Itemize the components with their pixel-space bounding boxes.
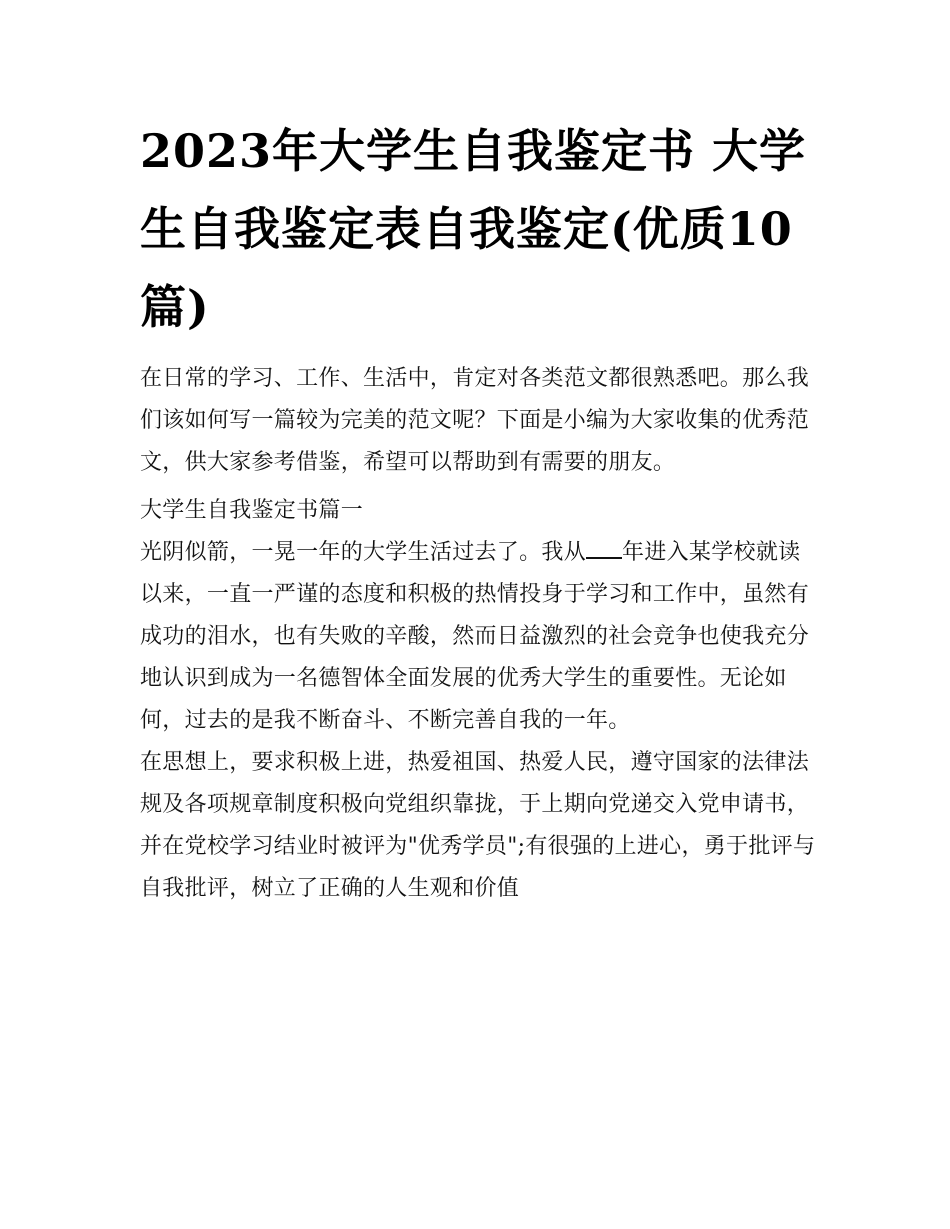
- paragraph-1-start: 光阴似箭，一晃一年的大学生活过去了。我从: [140, 540, 587, 565]
- body-paragraph-1: [140, 532, 816, 742]
- body-paragraph-2: 在思想上，要求积极上进，热爱祖国、热爱人民，遵守国家的法律法规及各项规章制度积极向党组织靠拢，于上期向党递交入党申请书，并在党校学习结业时被评为"优秀学员";有很强的上进心，勇于批评与自我批评，树立了正确的人生观和价值: [140, 750, 816, 901]
- fill-in-blank: [586, 539, 622, 559]
- document-page: [140, 112, 816, 910]
- section-heading: 大学生自我鉴定书篇一: [140, 498, 364, 523]
- intro-paragraph: 在日常的学习、工作、生活中，肯定对各类范文都很熟悉吧。那么我们该如何写一篇较为完美的范文呢？下面是小编为大家收集的优秀范文，供大家参考借鉴，希望可以帮助到有需要的朋友。: [140, 366, 810, 475]
- document-title: 2023年大学生自我鉴定书 大学生自我鉴定表自我鉴定(优质10篇): [140, 124, 807, 334]
- paragraph-1-rest: 年进入某学校就读以来，一直一严谨的态度和积极的热情投身于学习和工作中，虽然有成功的泪水，也有失败的辛酸，然而日益激烈的社会竞争也使我充分地认识到成为一名德智体全面发展的优秀大学生的重要性。无论如何，过去的是我不断奋斗、不断完善自我的一年。: [140, 540, 810, 733]
